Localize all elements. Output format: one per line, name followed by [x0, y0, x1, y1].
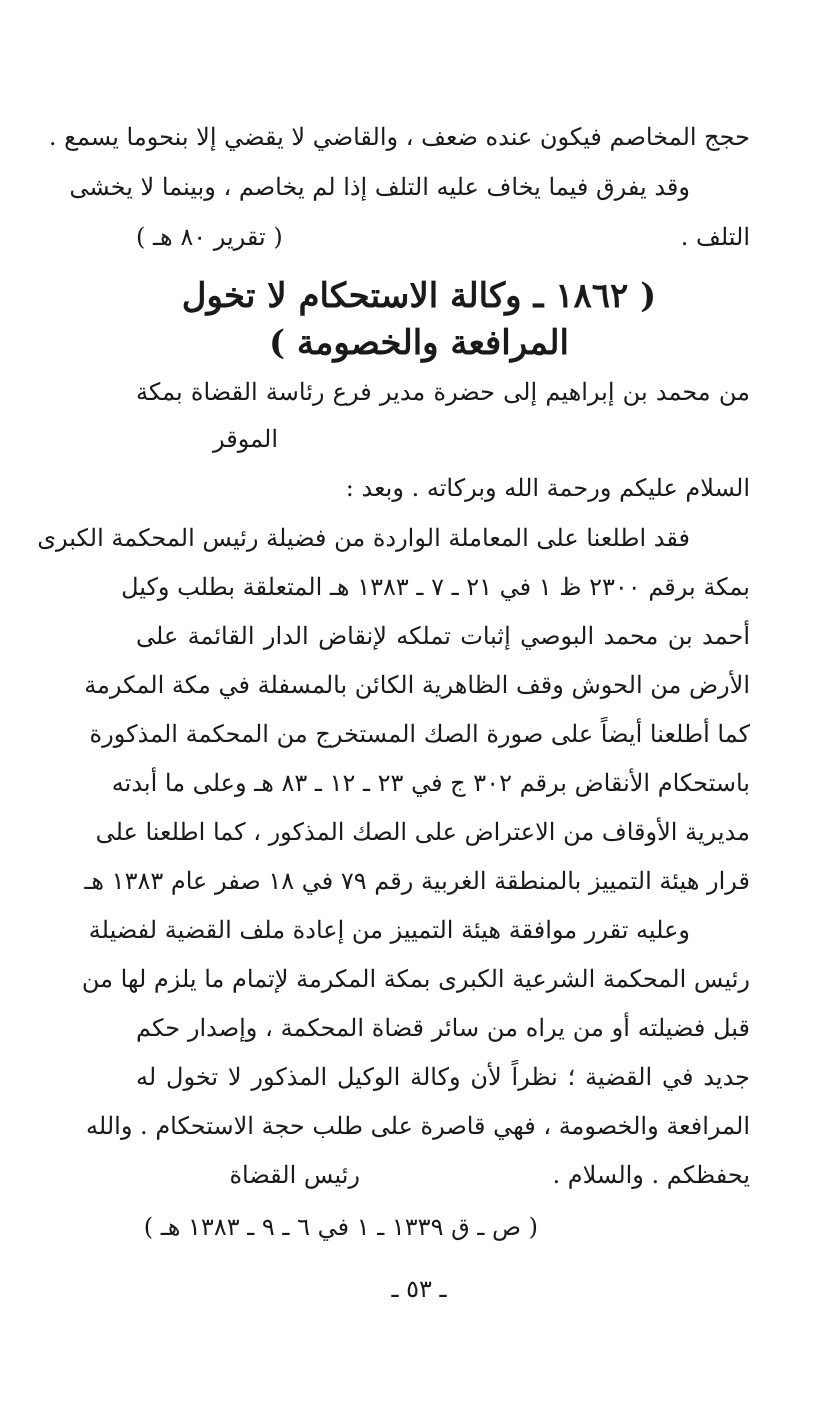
address-line-1: من محمد بن إبراهيم إلى حضرة مدير فرع رئاسة القضاة بمكة	[136, 378, 750, 406]
intro-line-3-text: التلف .	[680, 223, 750, 251]
signature: رئيس القضاة	[229, 1161, 360, 1189]
source-reference: ( ص ـ ق ١٣٣٩ ـ ١ في ٦ ـ ٩ ـ ١٣٨٣ هـ )	[143, 1213, 538, 1241]
body-line-3: أحمد بن محمد البوصي إثبات تملكه لإنقاض الدار القائمة على	[136, 622, 750, 650]
page-number: ـ ٥٣ ـ	[391, 1275, 447, 1303]
body2-line-4: جديد في القضية ؛ نظراً لأن وكالة الوكيل المذكور لا تخول له	[136, 1063, 750, 1091]
greeting: السلام عليكم ورحمة الله وبركاته . وبعد :	[345, 474, 750, 502]
body2-line-2: رئيس المحكمة الشرعية الكبرى بمكة المكرمة لإتمام ما يلزم لها من	[81, 965, 750, 993]
section-heading-line-2: المرافعة والخصومة )	[269, 323, 569, 363]
intro-line-1: حجج المخاصم فيكون عنده ضعف ، والقاضي لا يقضي إلا بنحوما يسمع .	[48, 123, 750, 151]
body-line-1: فقد اطلعنا على المعاملة الواردة من فضيلة رئيس المحكمة الكبرى	[37, 524, 690, 552]
body-line-7: مديرية الأوقاف من الاعتراض على الصك المذكور ، كما اطلعنا على	[95, 818, 750, 846]
intro-line-3	[136, 220, 750, 254]
body-line-6: باستحكام الأنقاض برقم ٣٠٢ ج في ٢٣ ـ ١٢ ـ ٨٣ هـ وعلى ما أبدته	[111, 769, 750, 797]
body2-line-1: وعليه تقرر موافقة هيئة التمييز من إعادة ملف القضية لفضيلة	[88, 916, 690, 944]
closing-line	[136, 1158, 750, 1192]
body2-line-5: المرافعة والخصومة ، فهي قاصرة على طلب حجة الاستحكام . والله	[86, 1112, 750, 1140]
body-line-5: كما أطلعنا أيضاً على صورة الصك المستخرج من المحكمة المذكورة	[89, 720, 750, 748]
body-line-8: قرار هيئة التمييز بالمنطقة الغربية رقم ٧٩ في ١٨ صفر عام ١٣٨٣ هـ	[84, 867, 750, 895]
intro-line-2: وقد يفرق فيما يخاف عليه التلف إذا لم يخاصم ، وبينما لا يخشى	[69, 173, 690, 201]
body-line-2: بمكة برقم ٢٣٠٠ ظ ١ في ٢١ ـ ٧ ـ ١٣٨٣ هـ المتعلقة بطلب وكيل	[121, 573, 750, 601]
body2-line-3: قبل فضيلته أو من يراه من سائر قضاة المحكمة ، وإصدار حكم	[136, 1014, 750, 1042]
address-line-2: الموقر	[213, 425, 278, 453]
section-heading-line-1: ( ١٨٦٢ ـ وكالة الاستحكام لا تخول	[181, 276, 657, 316]
closing-text: يحفظكم . والسلام .	[552, 1161, 750, 1189]
body-line-4: الأرض من الحوش وقف الظاهرية الكائن بالمسفلة في مكة المكرمة	[84, 671, 750, 699]
report-reference: ( تقرير ٨٠ هـ )	[136, 223, 283, 251]
